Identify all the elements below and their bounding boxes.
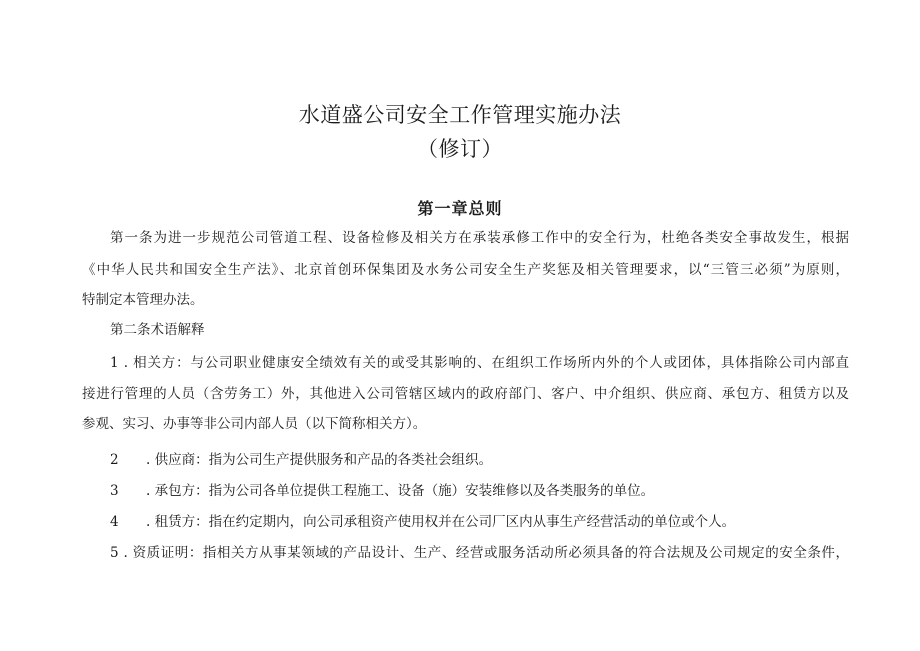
item3-text: . 承包方：指为公司各单位提供工程施工、设备（施）安装维修以及各类服务的单位。 (146, 483, 655, 499)
article1-line2: 《中华人民共和国安全生产法》、北京首创环保集团及水务公司安全生产奖惩及相关管理要求，以“三管三必须”为原则， (82, 262, 849, 278)
item5-line1: 5 . 资质证明：指相关方从事某领域的产品设计、生产、经营或服务活动所必须具备的符合法规及公司规定的安全条件， (110, 545, 849, 561)
item4-number: 4 (110, 514, 119, 530)
item2-text: . 供应商：指为公司生产提供服务和产品的各类社会组织。 (146, 452, 493, 468)
item3 (110, 481, 654, 501)
item4 (110, 512, 735, 532)
item2-number: 2 (110, 452, 119, 468)
article1-line1: 第一条为进一步规范公司管道工程、设备检修及相关方在承装承修工作中的安全行为，杜绝各类安全事故发生，根据 (110, 230, 849, 246)
item1-line3: 参观、实习、办事等非公司内部人员（以下简称相关方）。 (82, 416, 427, 432)
item2 (110, 450, 492, 470)
document-title: 水道盛公司安全工作管理实施办法 (298, 103, 622, 127)
article2-heading: 第二条术语解释 (110, 322, 205, 338)
item1-line2: 接进行管理的人员（含劳务工）外，其他进入公司管辖区域内的政府部门、客户、中介组织、供应商、承包方、租赁方以及 (82, 386, 849, 402)
document-subtitle: （修订） (417, 137, 503, 161)
item3-number: 3 (110, 483, 119, 499)
article1-line3: 特制定本管理办法。 (82, 292, 204, 308)
chapter-heading: 第一章总则 (417, 199, 503, 218)
item4-text: . 租赁方：指在约定期内，向公司承租资产使用权并在公司厂区内从事生产经营活动的单位或个人。 (146, 514, 736, 530)
item1-line1: 1 . 相关方：与公司职业健康安全绩效有关的或受其影响的、在组织工作场所内外的个人或团体，具体指除公司内部直 (110, 355, 849, 371)
